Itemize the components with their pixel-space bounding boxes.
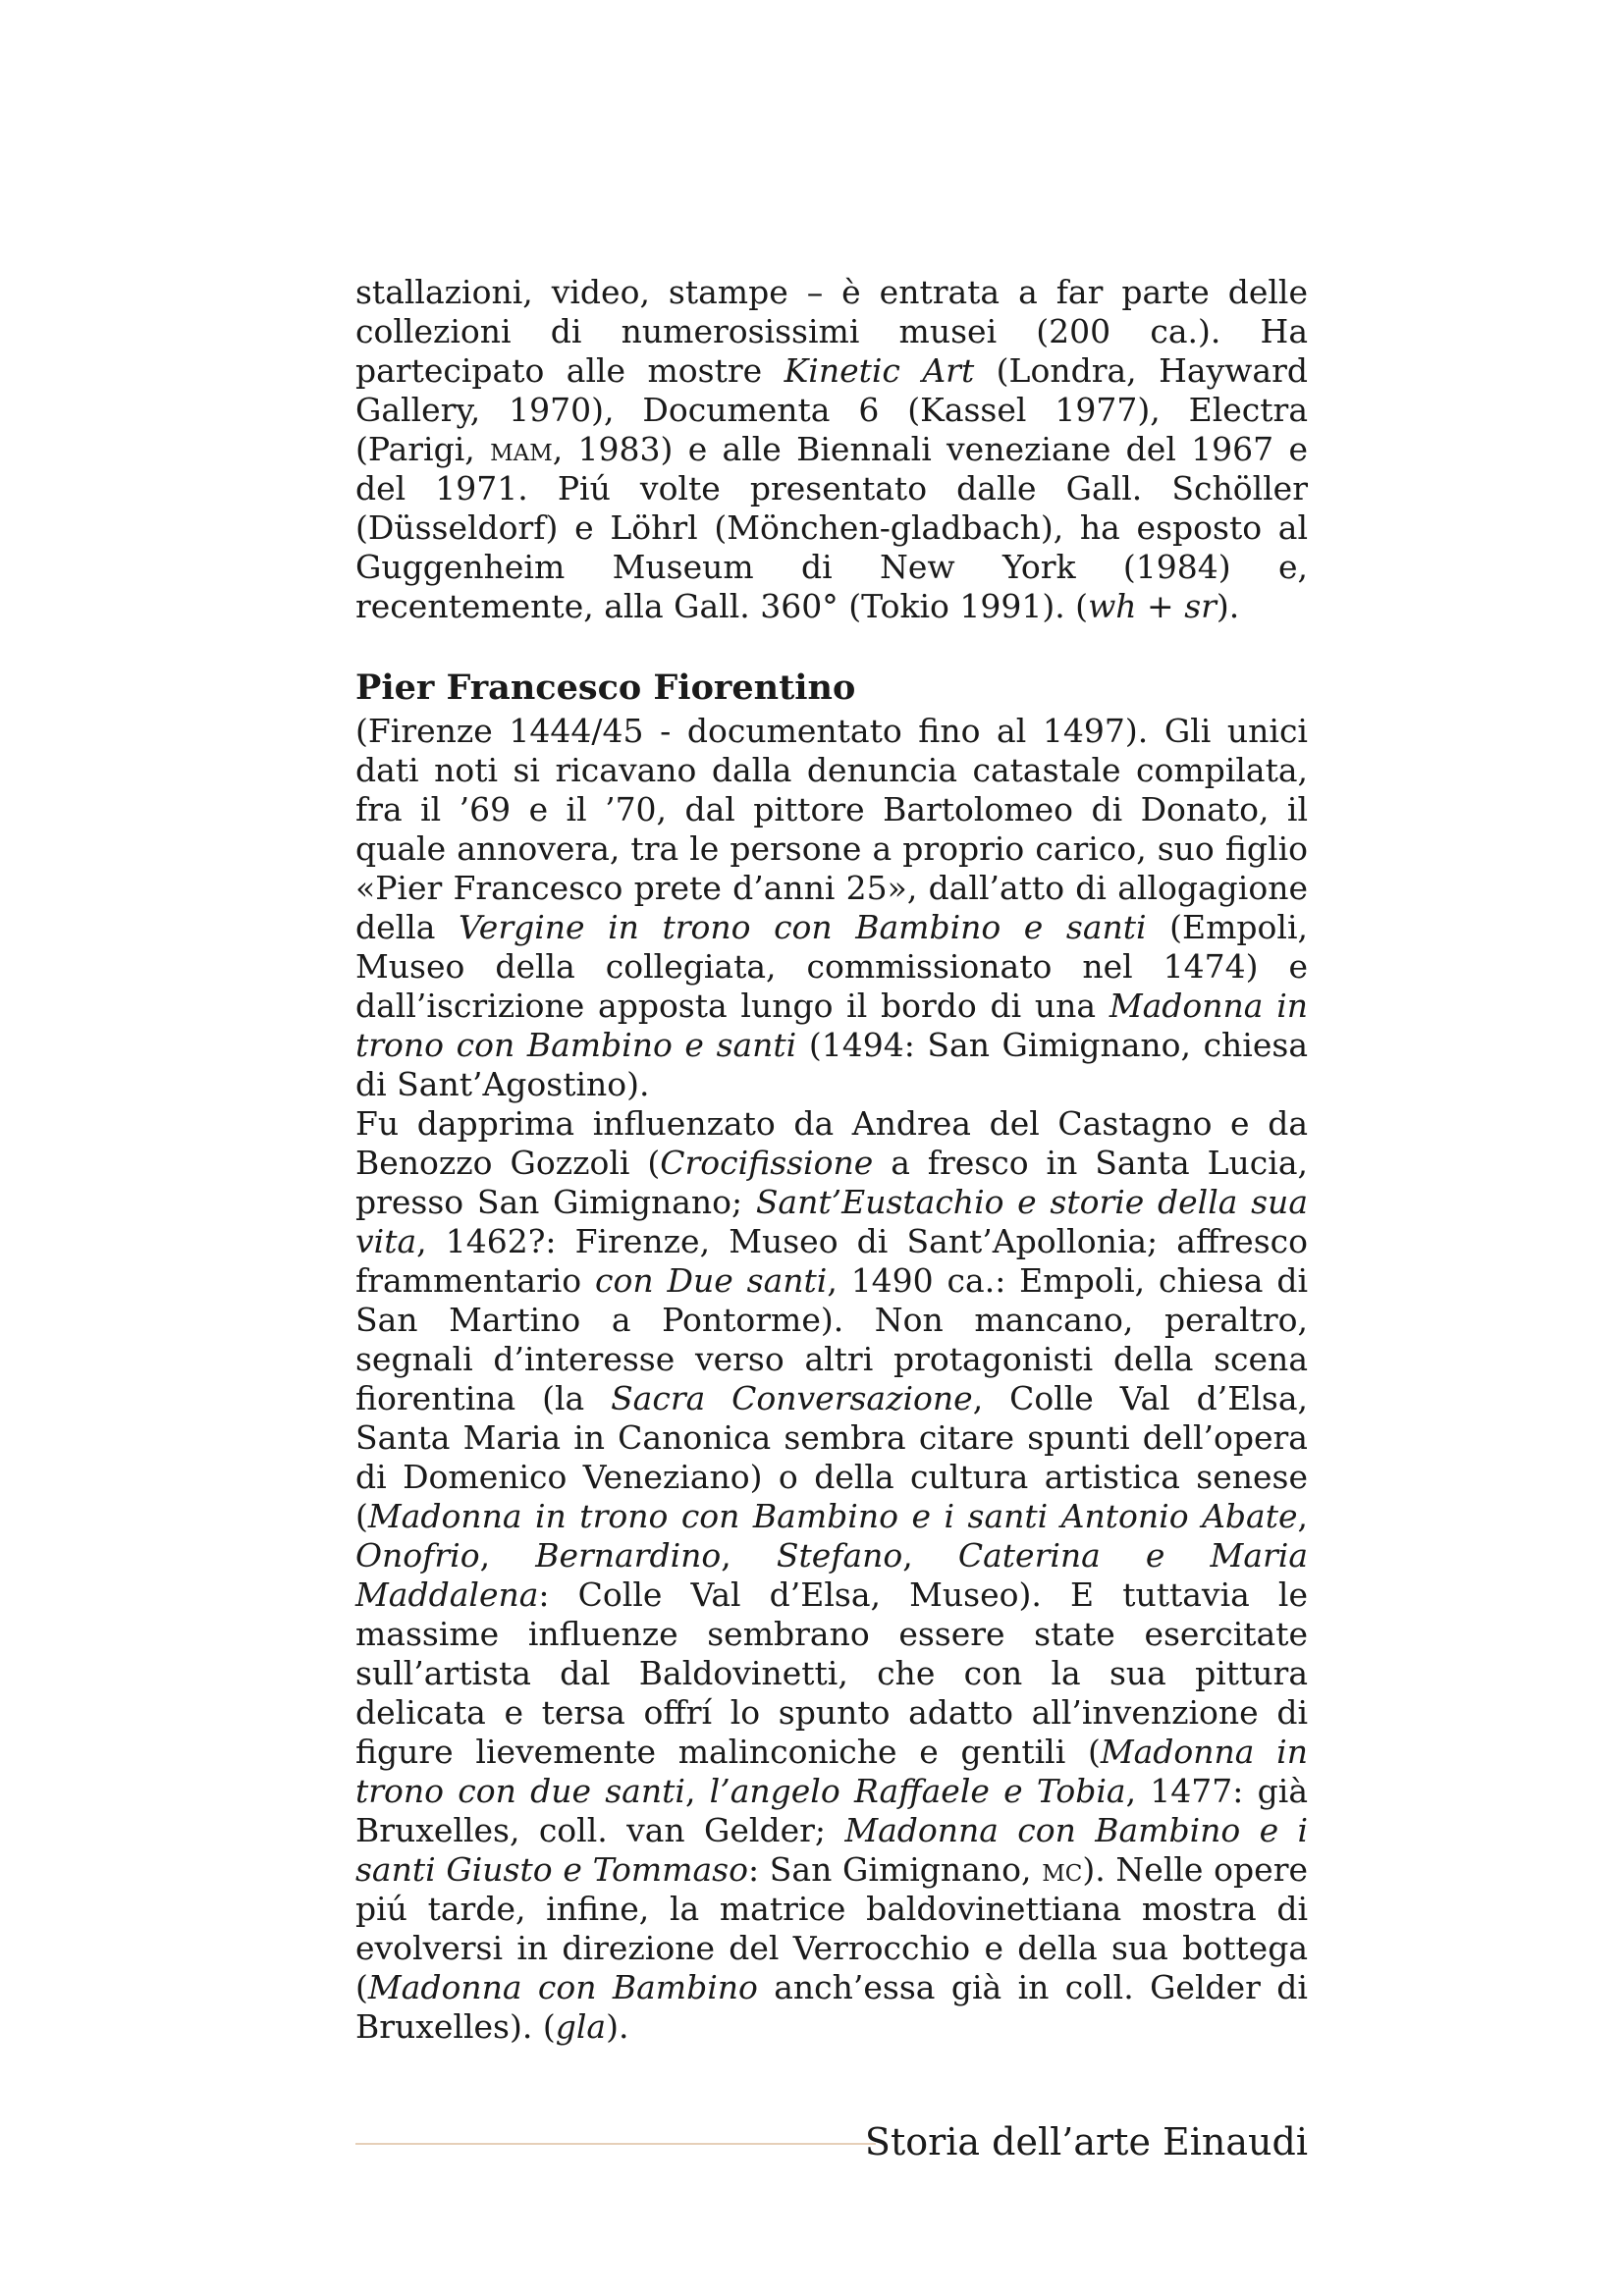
italic-title: Crocifissione bbox=[660, 1144, 874, 1182]
previous-entry-paragraph bbox=[355, 273, 1308, 626]
entry-paragraph-1 bbox=[355, 712, 1308, 1104]
text-run: ). bbox=[606, 2007, 629, 2046]
italic-title: l’angelo Raffaele e Tobia bbox=[709, 1772, 1126, 1810]
text-run: Fu dapprima influenzato da Andrea del Castagno e da Benozzo Gozzoli ( bbox=[355, 1104, 1308, 1182]
italic-title: Sacra Conversazione bbox=[611, 1379, 973, 1417]
italic-title: Kinetic Art bbox=[784, 351, 975, 390]
italic-title: Stefano bbox=[776, 1536, 903, 1575]
italic-title: Madonna con Bambino e i santi Giusto e Tommaso bbox=[355, 1811, 1308, 1889]
text-run: , bbox=[902, 1536, 958, 1575]
italic-title: Madonna in trono con Bambino e santi bbox=[355, 987, 1308, 1064]
italic-title: gla bbox=[555, 2007, 607, 2046]
italic-title: con Due santi bbox=[595, 1261, 828, 1300]
text-run: (1494: San Gimignano, chiesa di Sant’Agostino). bbox=[355, 1026, 1309, 1103]
italic-title: Onofrio bbox=[355, 1536, 480, 1575]
text-run: , bbox=[684, 1772, 710, 1810]
footer-rule bbox=[355, 2143, 876, 2145]
text-run: , bbox=[721, 1536, 777, 1575]
text-run: ). Nelle opere piú tarde, infine, la matrice baldovinettiana mostra di evolversi in direzione del Verrocchio e della sua bottega ( bbox=[355, 1850, 1309, 2006]
text-run: ). bbox=[1216, 587, 1240, 625]
text-run: anch’essa già in coll. Gelder di Bruxelles). ( bbox=[355, 1968, 1308, 2046]
text-run: , 1477: già Bruxelles, coll. van Gelder; bbox=[355, 1772, 1308, 1849]
footer-title: Storia dell’arte Einaudi bbox=[864, 2120, 1308, 2163]
italic-title: Caterina e Maria Maddalena bbox=[355, 1536, 1309, 1614]
text-run: a fresco in Santa Lucia, presso San Gimignano; bbox=[355, 1144, 1309, 1221]
italic-title: Vergine in trono con Bambino e santi bbox=[459, 908, 1147, 946]
italic-title: Madonna con Bambino bbox=[367, 1968, 758, 2006]
italic-title: Bernardino bbox=[535, 1536, 722, 1575]
text-run: (Empoli, Museo della collegiata, commissionato nel 1474) e dall’iscrizione apposta lungo il bordo di una bbox=[355, 908, 1308, 1025]
text-run: , bbox=[479, 1536, 536, 1575]
entry-heading: Pier Francesco Fiorentino bbox=[355, 667, 856, 708]
text-run: , Colle Val d’Elsa, Santa Maria in Canonica sembra citare spunti dell’opera di Domenico Veneziano) o della cultura artistica senese ( bbox=[355, 1379, 1308, 1535]
abbreviation: mc bbox=[1042, 1850, 1083, 1889]
page-body bbox=[355, 273, 1308, 2047]
entry-paragraph-2 bbox=[355, 1104, 1308, 2047]
italic-title: Madonna in trono con due santi bbox=[355, 1733, 1308, 1810]
text-run: : Colle Val d’Elsa, Museo). E tuttavia le massime influenze sembrano essere state esercitate sull’artista dal Baldovinetti, che con la sua pittura delicata e tersa offrí lo spunto adatto all’invenzione di figure lievemente malinconiche e gentili ( bbox=[355, 1575, 1308, 1771]
text-run: (Firenze 1444/45 - documentato fino al 1497). Gli unici dati noti si ricavano dalla denuncia catastale compilata, fra il ’69 e il ’70, dal pittore Bartolomeo di Donato, il quale annovera, tra le persone a proprio carico, suo figlio «Pier Francesco prete d’anni 25», dall’atto di allogagione della bbox=[355, 712, 1308, 946]
abbreviation: mam bbox=[490, 430, 553, 468]
text-run: , bbox=[1297, 1497, 1308, 1535]
page-footer bbox=[355, 2114, 1308, 2173]
italic-title: wh + sr bbox=[1088, 587, 1217, 625]
text-run: : San Gimignano, bbox=[747, 1850, 1043, 1889]
text-run: , 1462?: Firenze, Museo di Sant’Apollonia; affresco frammentario bbox=[355, 1222, 1308, 1300]
text-run: stallazioni, video, stampe – è entrata a far parte delle collezioni di numerosissimi musei (200 ca.). Ha partecipato alle mostre bbox=[355, 273, 1308, 390]
text-run: , 1983) e alle Biennali veneziane del 1967 e del 1971. Piú volte presentato dalle Gall. Schöller (Düsseldorf) e Löhrl (Mönchen-gladbach), ha esposto al Guggenheim Museum di New York (1984) e, recentemente, alla Gall. 360° (Tokio 1991). ( bbox=[355, 430, 1308, 625]
text-run: , 1490 ca.: Empoli, chiesa di San Martino a Pontorme). Non mancano, peraltro, segnali d’interesse verso altri protagonisti della scena fiorentina (la bbox=[355, 1261, 1309, 1417]
text-run: (Londra, Hayward Gallery, 1970), Documenta 6 (Kassel 1977), Electra (Parigi, bbox=[355, 351, 1308, 468]
italic-title: Madonna in trono con Bambino e i santi Antonio Abate bbox=[367, 1497, 1298, 1535]
italic-title: Sant’Eustachio e storie della sua vita bbox=[355, 1183, 1308, 1260]
